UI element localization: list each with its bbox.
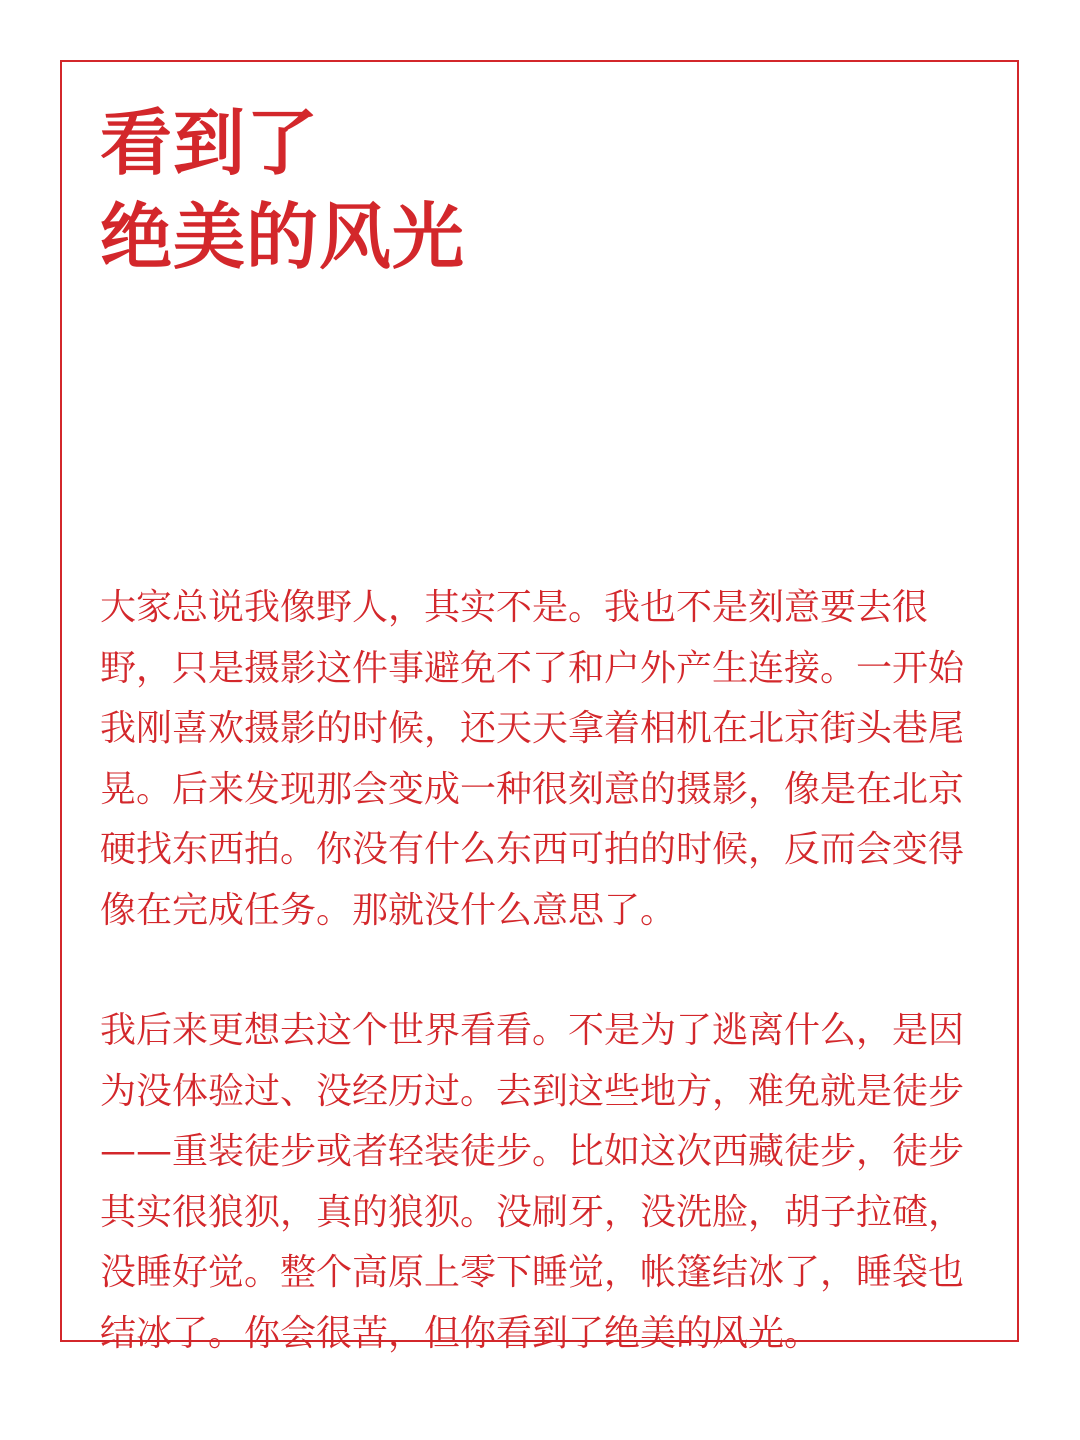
page-title — [100, 96, 465, 284]
article-body — [100, 578, 984, 1364]
title-line-1: 看到了 — [100, 101, 320, 185]
title-line-2: 绝美的风光 — [100, 195, 466, 279]
paragraph-1: 大家总说我像野人，其实不是。我也不是刻意要去很野，只是摄影这件事避免不了和户外产生连接。一开始我刚喜欢摄影的时候，还天天拿着相机在北京街头巷尾晃。后来发现那会变成一种很刻意的摄影，像是在北京硬找东西拍。你没有什么东西可拍的时候，反而会变得像在完成任务。那就没什么意思了。 — [100, 587, 965, 931]
paragraph-2: 我后来更想去这个世界看看。不是为了逃离什么，是因为没体验过、没经历过。去到这些地方，难免就是徒步——重装徒步或者轻装徒步。比如这次西藏徒步，徒步其实很狼狈，真的狼狈。没刷牙，没洗脸，胡子拉碴，没睡好觉。整个高原上零下睡觉，帐篷结冰了，睡袋也结冰了。你会很苦，但你看到了绝美的风光。 — [100, 1010, 965, 1354]
